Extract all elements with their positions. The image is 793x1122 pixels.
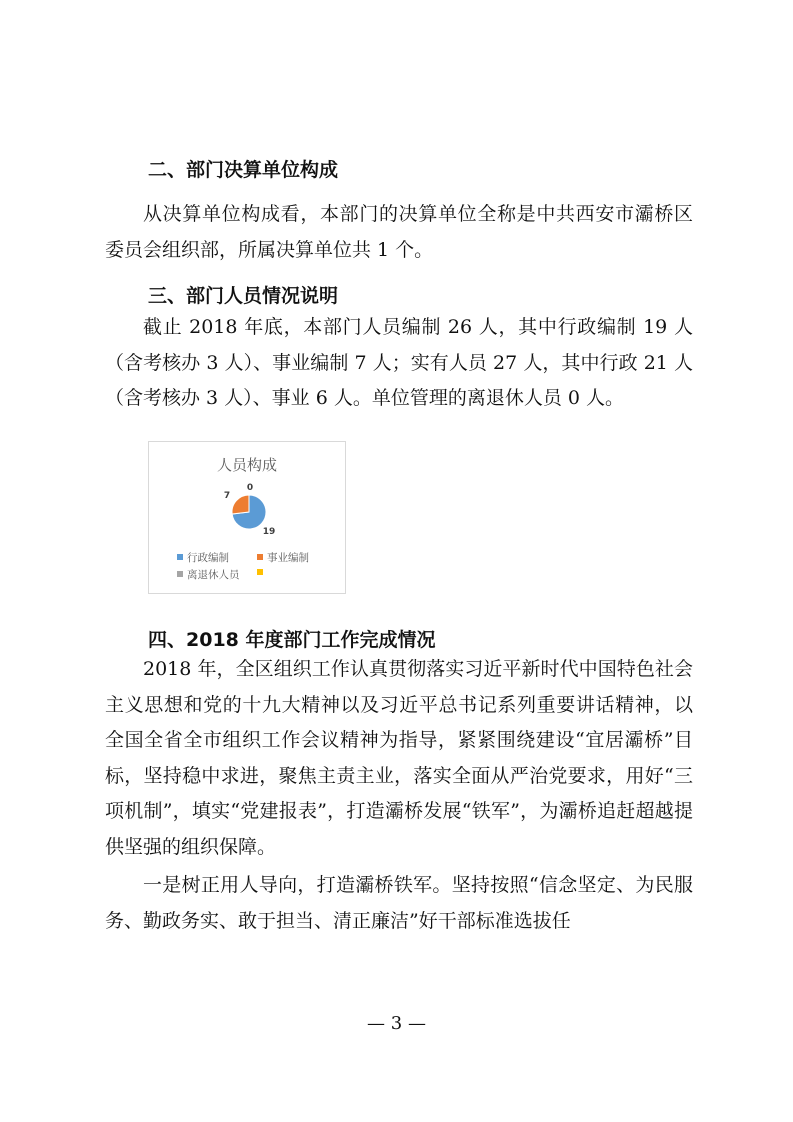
legend-swatch <box>177 554 183 560</box>
legend-item-xingzheng <box>177 550 229 565</box>
pie-data-label-1: 7 <box>223 491 231 501</box>
pie-slice-1 <box>232 495 249 514</box>
section-heading-unit-composition: 二、部门决算单位构成 <box>148 159 339 181</box>
pie-data-label-0: 19 <box>262 527 276 537</box>
legend-swatch <box>177 571 183 577</box>
paragraph-personnel: 截止 2018 年底，本部门人员编制 26 人，其中行政编制 19 人（含考核办 3 人）、事业编制 7 人；实有人员 27 人，其中行政 21 人（含考核办 3 人）、事业 6 人。单位管理的离退休人员 0 人。 <box>105 316 693 409</box>
personnel-pie-chart <box>148 441 346 594</box>
legend-item-retired <box>177 567 240 582</box>
paragraph-unit-composition: 从决算单位构成看，本部门的决算单位全称是中共西安市灞桥区委员会组织部，所属决算单位共 1 个。 <box>105 203 693 261</box>
paragraph-work-summary: 2018 年，全区组织工作认真贯彻落实习近平新时代中国特色社会主义思想和党的十九大精神以及习近平总书记系列重要讲话精神，以全国全省全市组织工作会议精神为指导，紧紧围绕建设“宜居灞桥”目标，坚持稳中求进，聚焦主责主业，落实全面从严治党要求，用好“三项机制”，填实“党建报表”，打造灞桥发展“铁军”，为灞桥追赶超越提供坚强的组织保障。 <box>105 658 693 858</box>
paragraph-first-point: 一是树正用人导向，打造灞桥铁军。坚持按照“信念坚定、为民服务、勤政务实、敢于担当、清正廉洁”好干部标准选拔任 <box>105 874 693 932</box>
legend-swatch <box>257 569 263 575</box>
page-number: — 3 — <box>367 1013 426 1034</box>
legend-item-shiye <box>257 550 309 565</box>
legend-label: 事业编制 <box>267 552 309 564</box>
chart-title: 人员构成 <box>216 456 277 474</box>
legend-swatch <box>257 554 263 560</box>
legend-label: 行政编制 <box>187 552 229 564</box>
legend-item-blank <box>257 567 267 579</box>
section-heading-work-completion: 四、2018 年度部门工作完成情况 <box>148 629 436 651</box>
section-heading-personnel: 三、部门人员情况说明 <box>148 285 339 307</box>
pie-data-label-2: 0 <box>246 483 254 493</box>
legend-label: 离退休人员 <box>187 569 240 581</box>
